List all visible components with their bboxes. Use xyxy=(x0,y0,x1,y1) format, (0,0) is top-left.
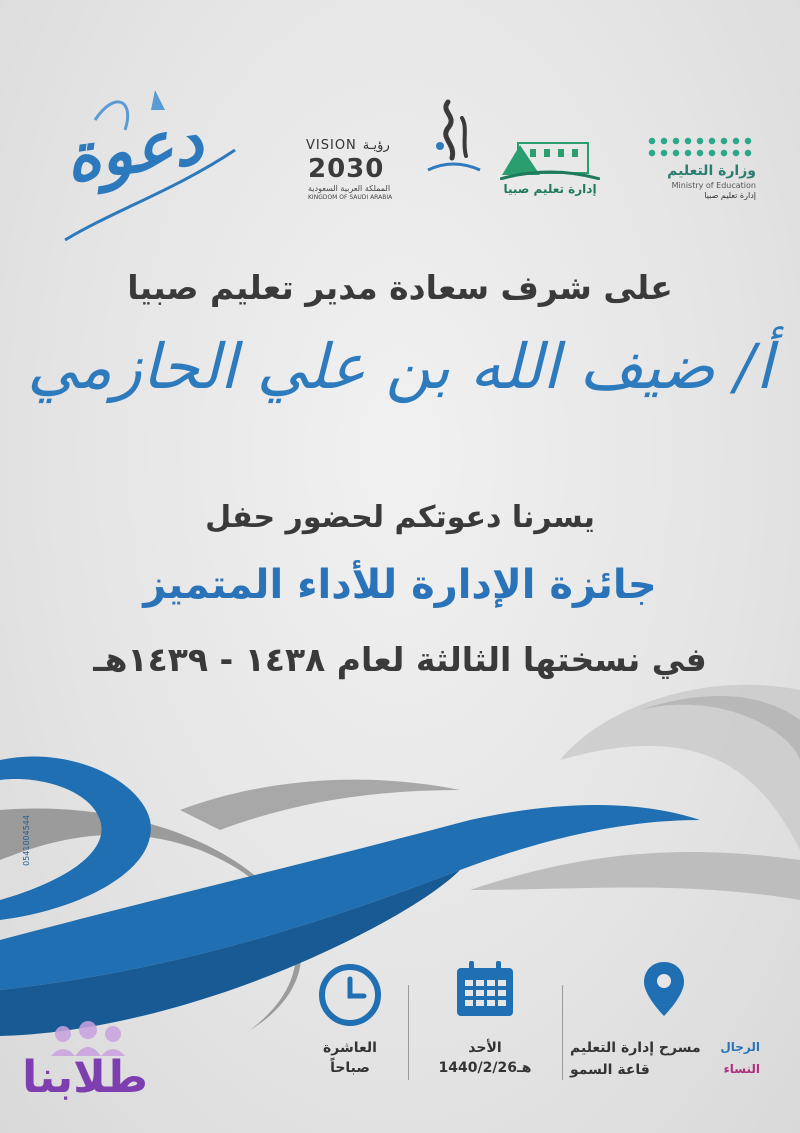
sabya-education-logo xyxy=(490,130,610,205)
moe-arabic-name: وزارة التعليم xyxy=(667,163,756,179)
divider xyxy=(562,985,563,1080)
women-venue: قاعة السمو xyxy=(570,1062,650,1078)
event-day: الأحد xyxy=(468,1040,502,1056)
location-pin-icon xyxy=(642,960,686,1018)
women-label: النساء xyxy=(723,1062,760,1076)
ministry-of-education-logo xyxy=(610,135,760,205)
vision-kingdom-en: KINGDOM OF SAUDI ARABIA xyxy=(308,194,393,201)
clock-icon xyxy=(318,963,382,1027)
vision-kingdom-ar: المملكة العربية السعودية xyxy=(308,184,391,193)
award-name: جائزة الإدارة للأداء المتميز xyxy=(143,562,657,608)
vision-heading xyxy=(306,138,390,153)
vision-2030-logo xyxy=(300,138,408,202)
location-block xyxy=(570,955,760,1085)
time-block xyxy=(300,955,400,1085)
women-row xyxy=(570,1062,760,1078)
brand-watermark xyxy=(22,1020,148,1110)
calendar-icon xyxy=(455,960,515,1018)
vision-label: VISION xyxy=(306,138,357,153)
invite-line: يسرنا دعوتكم لحضور حفل xyxy=(205,500,595,535)
award-calligraphy-icon xyxy=(418,98,488,182)
men-venue: مسرح إدارة التعليم xyxy=(570,1040,701,1056)
invitation-title xyxy=(55,70,255,250)
award-emblem-logo xyxy=(418,98,488,198)
side-phone-number: 0541004544 xyxy=(22,815,31,866)
moe-english-name: Ministry of Education xyxy=(671,181,756,190)
moe-subtitle: إدارة تعليم صبيا xyxy=(704,191,756,200)
dawah-word: دعوة xyxy=(60,100,208,198)
director-name: أ/ ضيف الله بن علي الحازمي xyxy=(27,330,773,403)
vision-year: 2030 xyxy=(308,154,385,184)
sabya-label: إدارة تعليم صبيا xyxy=(503,182,597,196)
vision-arabic: رؤيـة xyxy=(362,138,390,153)
event-period: صباحاً xyxy=(330,1060,370,1076)
divider xyxy=(408,985,409,1080)
edition-line: في نسختها الثالثة لعام ١٤٣٨ - ١٤٣٩هـ xyxy=(93,640,707,679)
brand-name: طلابنا xyxy=(22,1052,148,1103)
event-details xyxy=(300,955,760,1095)
moe-dots-icon xyxy=(646,135,756,161)
event-hour: العاشرة xyxy=(323,1040,377,1056)
event-date: 1440/2/26هـ xyxy=(438,1060,532,1076)
honor-line: على شرف سعادة مدير تعليم صبيا xyxy=(127,268,673,307)
date-block xyxy=(425,955,545,1085)
men-label: الرجال xyxy=(720,1040,760,1054)
building-icon xyxy=(500,135,600,180)
men-row xyxy=(570,1040,760,1056)
